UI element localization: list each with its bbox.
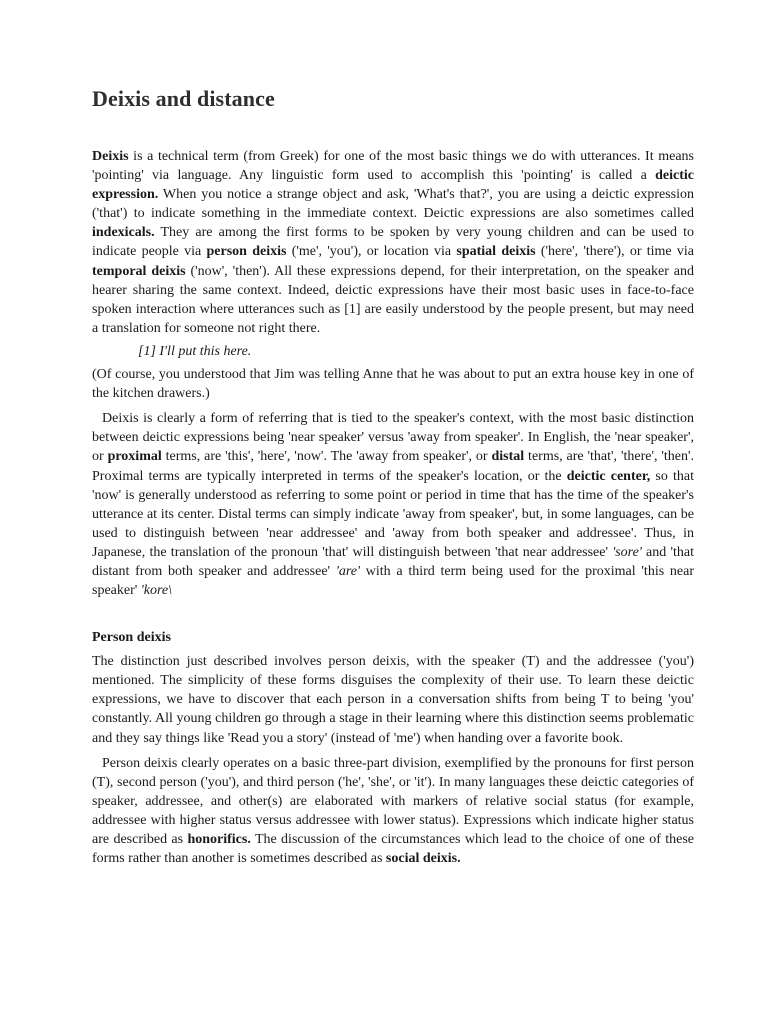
page-title: Deixis and distance [92, 86, 275, 111]
italic-term: 'are' [335, 563, 360, 579]
text-run: is a technical term (from Greek) for one of the most basic things we do with utterances. It means 'pointing' via language. Any linguistic form used to accomplish this 'pointing' is called a [92, 149, 694, 184]
text-run: ('now', 'then'). All these expressions depend, for their interpretation, on the speaker and hearer sharing the same context. Indeed, deictic expressions have their most basic uses in face-to-face spoken interaction where utterances such as [1] are easily understood by the people present, but may need a translation for someone not right there. [92, 263, 694, 336]
bold-term: proximal [107, 449, 162, 465]
bold-term: temporal deixis [92, 263, 186, 279]
italic-term: 'sore' [612, 544, 642, 560]
bold-term: honorifics. [187, 832, 251, 847]
text-run: terms, are 'that', 'there', 'then'. Proximal terms are typically interpreted in terms of the speaker's location, or the [92, 449, 695, 484]
text-run: with a third term being used for the proximal 'this near speaker' [92, 563, 695, 599]
bold-term: person deixis [206, 244, 287, 260]
text-run: ('me', 'you'), or location via [286, 244, 457, 260]
text-run: and 'that distant from both speaker and addressee' [92, 544, 695, 579]
bold-term: social deixis. [385, 851, 461, 867]
paragraph-explanation: (Of course, you understood that Jim was telling Anne that he was about to put an extra house key in one of the kitchen drawers.) [92, 367, 694, 402]
paragraph-proximal-distal [92, 409, 694, 600]
text-run: ('here', 'there'), or time via [535, 244, 694, 260]
text-run: Deixis is clearly a form of referring that is tied to the speaker's context, with the most basic distinction between deictic expressions being 'near speaker' versus 'away from speaker'. In English, the 'near speaker', or [92, 411, 694, 465]
bold-term: spatial deixis [456, 244, 536, 260]
bold-term: indexicals. [92, 225, 155, 241]
text-run: so that 'now' is generally understood as referring to some point or period in time that has the time of the speaker's utterance at its center. Distal terms can simply indicate 'away from speaker', but, in some languages, can be used to distinguish between 'near addressee' and 'away from both speaker and addressee'. Thus, in Japanese, the translation of the pronoun 'that' will distinguish between 'that near addressee' [92, 468, 694, 560]
bold-term: deictic expression. [92, 168, 694, 203]
bold-term: distal [491, 449, 525, 465]
italic-term: 'kore\ [140, 583, 173, 599]
text-run: terms, are 'this', 'here', 'now'. The 'away from speaker', or [161, 449, 492, 465]
example-sentence: [1] I'll put this here. [138, 343, 252, 359]
paragraph-social-deixis [92, 754, 694, 869]
paragraph-person-deixis: The distinction just described involves person deixis, with the speaker (T) and the addressee ('you') mentioned. The simplicity of these forms disguises the complexity of their use. To learn these deictic expressions, we have to discover that each person in a conversation shifts from being T to being 'you' constantly. All young children go through a stage in their learning where this distinction seems problematic and they say things like 'Read you a story' (instead of 'me') when handing over a favorite book. [92, 654, 694, 746]
bold-term: Deixis [92, 149, 129, 164]
bold-term: deictic center, [566, 468, 651, 484]
text-run: They are among the first forms to be spoken by very young children and can be used to indicate people via [92, 225, 694, 260]
document-body [92, 147, 694, 868]
text-run: When you notice a strange object and ask, 'What's that?', you are using a deictic expression ('that') to indicate something in the immediate context. Deictic expressions are also sometimes called [92, 187, 694, 222]
text-run: The discussion of the circumstances which lead to the choice of one of these forms rather than another is sometimes described as [92, 832, 694, 867]
section-heading-person-deixis: Person deixis [92, 630, 171, 646]
text-run: Person deixis clearly operates on a basic three-part division, exemplified by the pronouns for first person (T), second person ('you'), and third person ('he', 'she', or 'it'). In many languages these deictic categories of speaker, addressee, and other(s) are elaborated with markers of relative social status (for example, addressee with higher status versus addressee with lower status). Expressions which indicate higher status are described as [92, 755, 694, 847]
paragraph-intro [92, 147, 694, 338]
